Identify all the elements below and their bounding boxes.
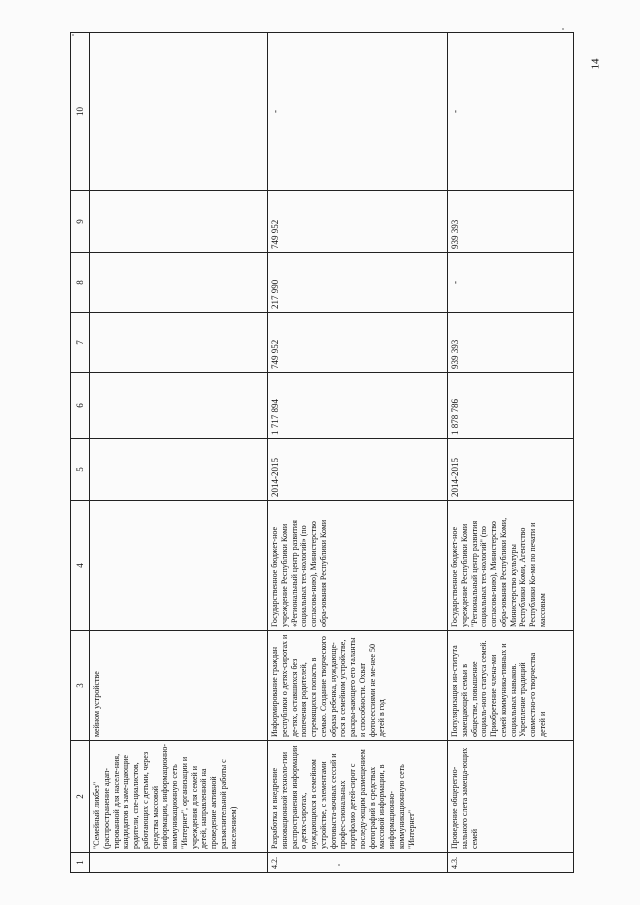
extra-cell — [90, 32, 268, 190]
program-table — [70, 32, 574, 873]
year-value-cell — [90, 252, 268, 312]
rotated-table-container — [70, 33, 570, 873]
year-value-cell: 217 990 — [268, 252, 448, 312]
year-value-cell: - — [448, 252, 574, 312]
executor-cell: Государственное бюджет-ное учреждение Республики Коми «Региональный центр развития социальных тех-нологий» (по согласова-нию), Министерство обра-зования Республики Коми — [268, 500, 448, 630]
scan-speck — [72, 34, 74, 36]
year-value-cell: 939 393 — [448, 190, 574, 252]
extra-cell: - — [448, 32, 574, 190]
period-cell: 2014-2015 — [448, 438, 574, 500]
year-value-cell: 749 952 — [268, 190, 448, 252]
extra-cell: - — [268, 32, 448, 190]
measure-name-cell: "Семейный ликбез" (распространение адап-тированной для населе-ния, кандидатов в заме-щающие родители, спе-циалистов, работающих с детьми, через средства массовой информации, информационно-коммуникационную сеть "Интернет", организации и учреждения для семей и детей, направленной на проведение активной разъяснительной работы с населением) — [90, 740, 268, 852]
header-cell: 1 — [71, 852, 90, 872]
executor-cell — [90, 500, 268, 630]
row-number-cell — [90, 852, 268, 872]
expected-result-cell: мейном устройстве — [90, 630, 268, 740]
scan-speck — [562, 28, 564, 30]
total-cell: 1 717 894 — [268, 372, 448, 438]
row-number-cell: 4.2. — [268, 852, 448, 872]
table-row — [448, 32, 574, 872]
period-cell: 2014-2015 — [268, 438, 448, 500]
header-cell: 10 — [71, 32, 90, 190]
header-cell: 7 — [71, 312, 90, 372]
measure-name-cell: Проведение общерегио-нального слета замеща-ющих семей — [448, 740, 574, 852]
header-cell: 5 — [71, 438, 90, 500]
expected-result-cell: Информирование граждан республики о детях-сиротах и де-тях, оставшихся без попечения родителей, стремящихся попасть в семью. Создание творческого образа ребенка, нуждающе-гося в семейном устройстве, раскры-вающего его таланты и способности. Охват фотосессиями не ме-нее 50 детей в год — [268, 630, 448, 740]
header-cell: 6 — [71, 372, 90, 438]
total-cell — [90, 372, 268, 438]
header-cell: 4 — [71, 500, 90, 630]
expected-result-cell: Популяризация ин-ститута замещающей семьи в обществе, повышение социаль-ного статуса семей. Приобретение члена-ми семей коммуника-тивных и социальных навыков. Укрепление традиций совместно-го творчества детей и — [448, 630, 574, 740]
header-cell: 3 — [71, 630, 90, 740]
measure-name-cell: Разработка и внедрение инновационной техноло-гии распространения информации о детях-сиротах, нуждающихся в семейном устройстве, с элементами фотовыста-вочных сессий и профес-сиональных портфолио детей-сирот с последу-ющим размещением фотографий в средствах массовой информации, в информационно-коммуникационную сеть "Интернет" — [268, 740, 448, 852]
year-value-cell: 749 952 — [268, 312, 448, 372]
year-value-cell: 939 393 — [448, 312, 574, 372]
table-row — [90, 32, 268, 872]
header-cell: 2 — [71, 740, 90, 852]
total-cell: 1 878 786 — [448, 372, 574, 438]
year-value-cell — [90, 190, 268, 252]
table-header-row — [71, 32, 90, 872]
header-cell: 9 — [71, 190, 90, 252]
table-row — [268, 32, 448, 872]
year-value-cell — [90, 312, 268, 372]
page-number: 14 — [589, 58, 602, 70]
scan-speck — [338, 864, 340, 866]
header-cell: 8 — [71, 252, 90, 312]
row-number-cell: 4.3. — [448, 852, 574, 872]
period-cell — [90, 438, 268, 500]
executor-cell: Государственное бюджет-ное учреждение Республики Коми "Региональный центр развития социальных тех-нологий" (по согласова-нию), Министерство обра-зования Республики Коми, Министерство культуры Республики Коми, Агентство Республики Ко-ми по печати и массовым — [448, 500, 574, 630]
